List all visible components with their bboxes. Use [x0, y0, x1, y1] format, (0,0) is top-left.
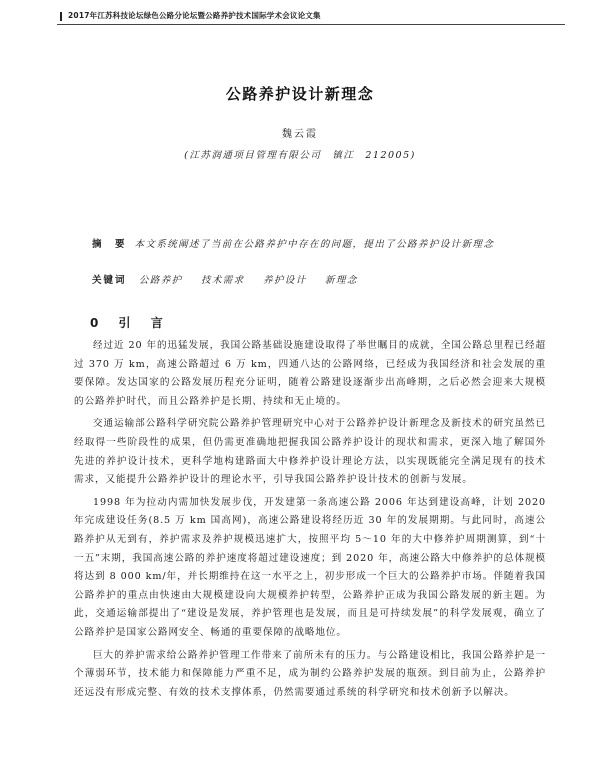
keyword-item: 技术需求: [200, 275, 245, 286]
header-bar-mark: [60, 12, 62, 21]
section-heading: 0 引 言: [90, 316, 171, 330]
abstract-text: 本文系统阐述了当前在公路养护中存在的问题，提出了公路养护设计新理念: [134, 239, 495, 250]
author-name: 魏云霞: [282, 129, 318, 140]
running-header: [60, 10, 321, 21]
body-text: [74, 337, 546, 706]
body-paragraph: 巨大的养护需求给公路养护管理工作带来了前所未有的压力。与公路建设相比，我国公路养护是一个薄弱环节，技术能力和保障能力严重不足，成为制约公路养护发展的瓶颈。到目前为止，公路养护还远没有形成完整、有效的技术支撑体系，仍然需要通过系统的科学研究和技术创新予以解决。: [74, 649, 546, 698]
keyword-item: 养护设计: [263, 275, 307, 286]
body-paragraph: 交通运输部公路科学研究院公路养护管理研究中心对于公路养护设计新理念及新技术的研究虽然已经取得一些阶段性的成果，但仍需更准确地把握我国公路养护设计的现状和需求，更深入地了解国外先进的养护设计技术，更科学地构建路面大中修养护设计理论方法，以实现既能完全满足现有的技术需求，又能提升公路养护设计的理论水平，引导我国公路养护设计技术的创新与发展。: [74, 418, 546, 486]
abstract-label: 摘 要: [92, 239, 127, 250]
author-affiliation: (江苏润通项目管理有限公司 镇江 212005): [184, 150, 416, 161]
article-title: 公路养护设计新理念: [225, 85, 375, 103]
body-paragraph: 1998 年为拉动内需加快发展步伐，开发建第一条高速公路 2006 年达到建设高峰，计划 2020 年完成建设任务(8.5 万 km 国高网)，高速公路建设将经历近 30 年的发展期期。与此同时，高速公路养护从无到有，养护需求及养护规模迅速扩大，按照平均 5～10 年的大中修养护周期测算，到“十一五”末期，我国高速公路的养护速度将超过建设速度；到 2020 年，高速公路大中修养护的总体规模将达到 8 000 km/年，并长期维持在这一水平之上，初步形成一个巨大的公路养护市场。伴随着我国公路养护的重点由快速由大规模建设向大规模养护转型，公路养护正成为我国公路发展的新主题。为此，交通运输部提出了“建设是发展，养护管理也是发展，而且是可持续发展”的科学发展观，确立了公路养护是国家公路网安全、畅通的重要保障的战略地位。: [74, 496, 546, 638]
keyword-item: 公路养护: [138, 275, 183, 286]
running-title: 2017年江苏科技论坛绿色公路分论坛暨公路养护技术国际学术会议论文集: [68, 11, 321, 20]
abstract: [74, 236, 542, 254]
body-paragraph: 经过近 20 年的迅猛发展，我国公路基础设施建设取得了举世瞩目的成就，全国公路总里程已经超过 370 万 km，高速公路超过 6 万 km，四通八达的公路网络，已经成为我国经济和社会发展的重要保障。发达国家的公路发展历程充分证明，随着公路建设逐渐步出高峰期，之后必然会迎来大规模的公路养护时代，而且公路养护是长期、持续和无止境的。: [74, 340, 546, 407]
keywords: [92, 272, 542, 290]
keywords-label: 关键词: [92, 275, 127, 286]
keyword-item: 新理念: [325, 275, 358, 286]
header-rule: [57, 24, 565, 25]
